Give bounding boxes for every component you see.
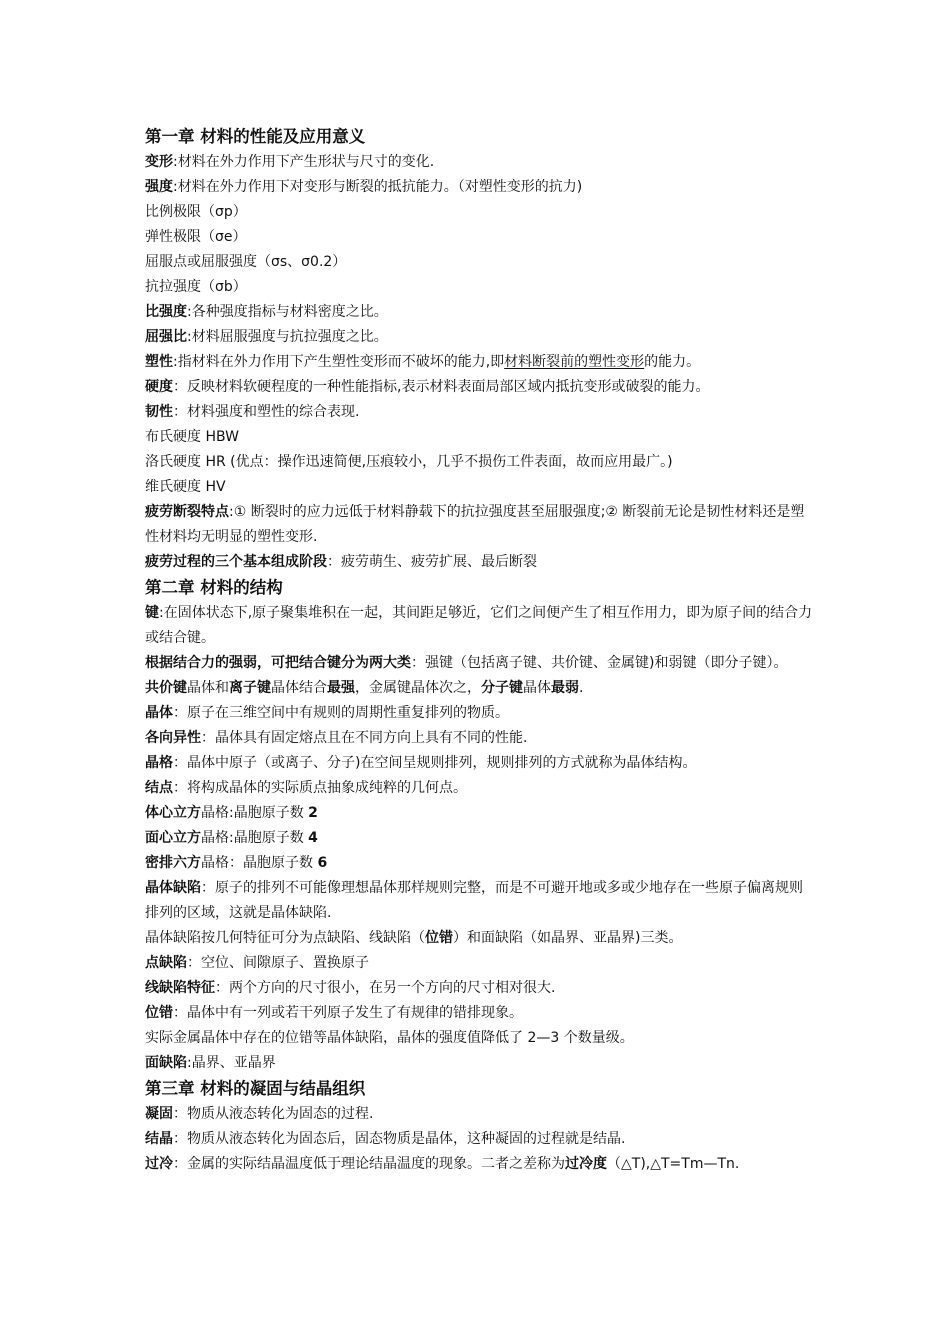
separator: ： [173,755,187,771]
term: 最强 [327,680,355,696]
separator: ： [327,554,341,570]
separator: ： [173,1106,187,1122]
paragraph [145,225,815,250]
separator: : [229,504,234,520]
definition: 比例极限（σp） [145,204,247,220]
text: 晶体缺陷按几何特征可分为点缺陷、线缺陷（ [145,930,425,946]
definition: 维氏硬度 HV [145,479,226,495]
separator: : [187,329,192,345]
definition: 洛氏硬度 HR (优点：操作迅速简便,压痕较小，几乎不损伤工件表面，故而应用最广。) [145,454,673,470]
separator: ： [173,1131,187,1147]
separator: : [173,179,178,195]
paragraph [145,701,815,726]
text: 晶格：晶胞原子数 [201,855,318,871]
definition: 晶体具有固定熔点且在不同方向上具有不同的性能. [215,730,528,746]
term: 硬度 [145,379,173,395]
definition: 弹性极限（σe） [145,229,247,245]
paragraph [145,776,815,801]
separator: ： [201,730,215,746]
text: 晶体 [523,680,551,696]
term: 体心立方 [145,805,201,821]
paragraph [145,200,815,225]
definition-tail: 的能力。 [644,354,701,370]
definition: 反映材料软硬程度的一种性能指标,表示材料表面局部区域内抵抗变形或破裂的能力。 [187,379,710,395]
definition: 晶体中有一列或若干列原子发生了有规律的错排现象。 [187,1005,523,1021]
separator: ： [173,1005,187,1021]
term: 6 [317,855,328,871]
definition: 实际金属晶体中存在的位错等晶体缺陷，晶体的强度值降低了 2—3 个数量级。 [145,1030,634,1046]
paragraph [145,751,815,776]
definition: 屈服点或屈服强度（σs、σ0.2） [145,254,347,270]
text: ）和面缺陷（如晶界、亚晶界)三类。 [453,930,683,946]
term: 塑性 [145,354,173,370]
term: 点缺陷 [145,955,187,971]
paragraph [145,851,815,876]
separator: ： [201,880,215,896]
term: 比强度 [145,304,187,320]
term: 位错 [425,930,453,946]
term: 键 [145,605,159,621]
definition: 指材料在外力作用下产生塑性变形而不破坏的能力,即 [177,354,505,370]
text: ，金属键晶体次之， [355,680,481,696]
paragraph [145,1127,815,1152]
paragraph [145,926,815,951]
separator: ： [215,980,229,996]
chapter-title: 第一章 材料的性能及应用意义 [145,127,366,146]
paragraph [145,876,815,926]
separator: : [173,354,178,370]
definition: 物质从液态转化为固态后，固态物质是晶体，这种凝固的过程就是结晶. [187,1131,626,1147]
paragraph [145,976,815,1001]
term: 变形 [145,154,173,170]
definition: 布氏硬度 HBW [145,429,239,445]
term: 强度 [145,179,173,195]
underlined-text: 材料断裂前的塑性变形 [504,354,645,370]
paragraph [145,150,815,175]
paragraph [145,375,815,400]
term: 结晶 [145,1131,173,1147]
definition: ① 断裂时的应力远低于材料静载下的抗拉强度甚至屈服强度;② 断裂前无论是韧性材料还是塑性材料均无明显的塑性变形. [145,504,805,545]
paragraph [145,651,815,676]
definition: 将构成晶体的实际质点抽象成纯粹的几何点。 [187,780,467,796]
paragraph [145,475,815,500]
paragraph [145,550,815,575]
paragraph [145,1026,815,1051]
paragraph [145,826,815,851]
paragraph [145,951,815,976]
paragraph [145,250,815,275]
term: 密排六方 [145,855,201,871]
term: 晶格 [145,755,173,771]
paragraph [145,275,815,300]
separator: : [187,304,192,320]
term: 结点 [145,780,173,796]
chapter-title: 第二章 材料的结构 [145,578,283,597]
text: 晶体和 [187,680,229,696]
paragraph [145,601,815,651]
text: 晶格:晶胞原子数 [201,805,309,821]
paragraph [145,450,815,475]
definition: 抗拉强度（σb） [145,279,247,295]
definition: 材料在外力作用下产生形状与尺寸的变化. [177,154,435,170]
chapter-title: 第三章 材料的凝固与结晶组织 [145,1079,366,1098]
text: ：金属的实际结晶温度低于理论结晶温度的现象。二者之差称为 [173,1156,565,1172]
separator: ： [187,955,201,971]
definition: 晶体中原子（或离子、分子)在空间呈规则排列，规则排列的方式就称为晶体结构。 [187,755,697,771]
separator: ： [173,705,187,721]
definition: 晶界、亚晶界 [191,1055,276,1071]
term: 屈强比 [145,329,187,345]
term: 根据结合力的强弱，可把结合键分为两大类 [145,655,411,671]
term: 分子键 [481,680,523,696]
separator: : [159,605,164,621]
definition: 材料强度和塑性的综合表现. [187,404,360,420]
term: 韧性 [145,404,173,420]
text: 晶格:晶胞原子数 [201,830,309,846]
term: 晶体 [145,705,173,721]
term: 2 [308,805,318,821]
paragraph [145,1001,815,1026]
paragraph [145,726,815,751]
definition: 各种强度指标与材料密度之比。 [191,304,388,320]
text: . [579,680,584,696]
paragraph [145,325,815,350]
definition: 原子在三维空间中有规则的周期性重复排列的物质。 [187,705,509,721]
document-page [145,124,815,1177]
term: 面缺陷 [145,1055,187,1071]
term: 凝固 [145,1106,173,1122]
definition: 原子的排列不可能像理想晶体那样规则完整，而是不可避开地或多或少地存在一些原子偏离规则排列的区域，这就是晶体缺陷. [145,880,803,921]
definition: 空位、间隙原子、置换原子 [201,955,369,971]
paragraph [145,1152,815,1177]
paragraph [145,300,815,325]
separator: ： [173,404,187,420]
definition: 两个方向的尺寸很小，在另一个方向的尺寸相对很大. [229,980,556,996]
term: 面心立方 [145,830,201,846]
term: 疲劳断裂特点 [145,504,229,520]
definition: 物质从液态转化为固态的过程. [187,1106,374,1122]
term: 位错 [145,1005,173,1021]
term: 最弱 [551,680,579,696]
term: 4 [308,830,318,846]
term: 过冷度 [565,1156,607,1172]
term: 共价键 [145,680,187,696]
term: 各向异性 [145,730,201,746]
paragraph [145,400,815,425]
paragraph [145,500,815,550]
definition: 在固体状态下,原子聚集堆积在一起，其间距足够近，它们之间便产生了相互作用力，即为原子间的结合力或结合键。 [145,605,813,646]
paragraph [145,676,815,701]
term: 疲劳过程的三个基本组成阶段 [145,554,327,570]
definition: 疲劳萌生、疲劳扩展、最后断裂 [341,554,537,570]
paragraph [145,1051,815,1076]
separator: ： [173,379,187,395]
term: 线缺陷特征 [145,980,215,996]
separator: : [187,1055,192,1071]
term: 晶体缺陷 [145,880,201,896]
separator: : [173,154,178,170]
paragraph [145,425,815,450]
definition: 强键（包括离子键、共价键、金属键)和弱键（即分子键）。 [425,655,788,671]
paragraph [145,175,815,200]
paragraph [145,801,815,826]
separator: ： [411,655,425,671]
paragraph [145,350,815,375]
term: 过冷 [145,1156,173,1172]
definition: 材料屈服强度与抗拉强度之比。 [191,329,388,345]
text: （△T),△T=Tm—Tn. [607,1156,740,1172]
separator: ： [173,780,187,796]
term: 离子键 [229,680,271,696]
definition: 材料在外力作用下对变形与断裂的抵抗能力。（对塑性变形的抗力) [177,179,583,195]
text: 晶体结合 [271,680,327,696]
paragraph [145,1102,815,1127]
